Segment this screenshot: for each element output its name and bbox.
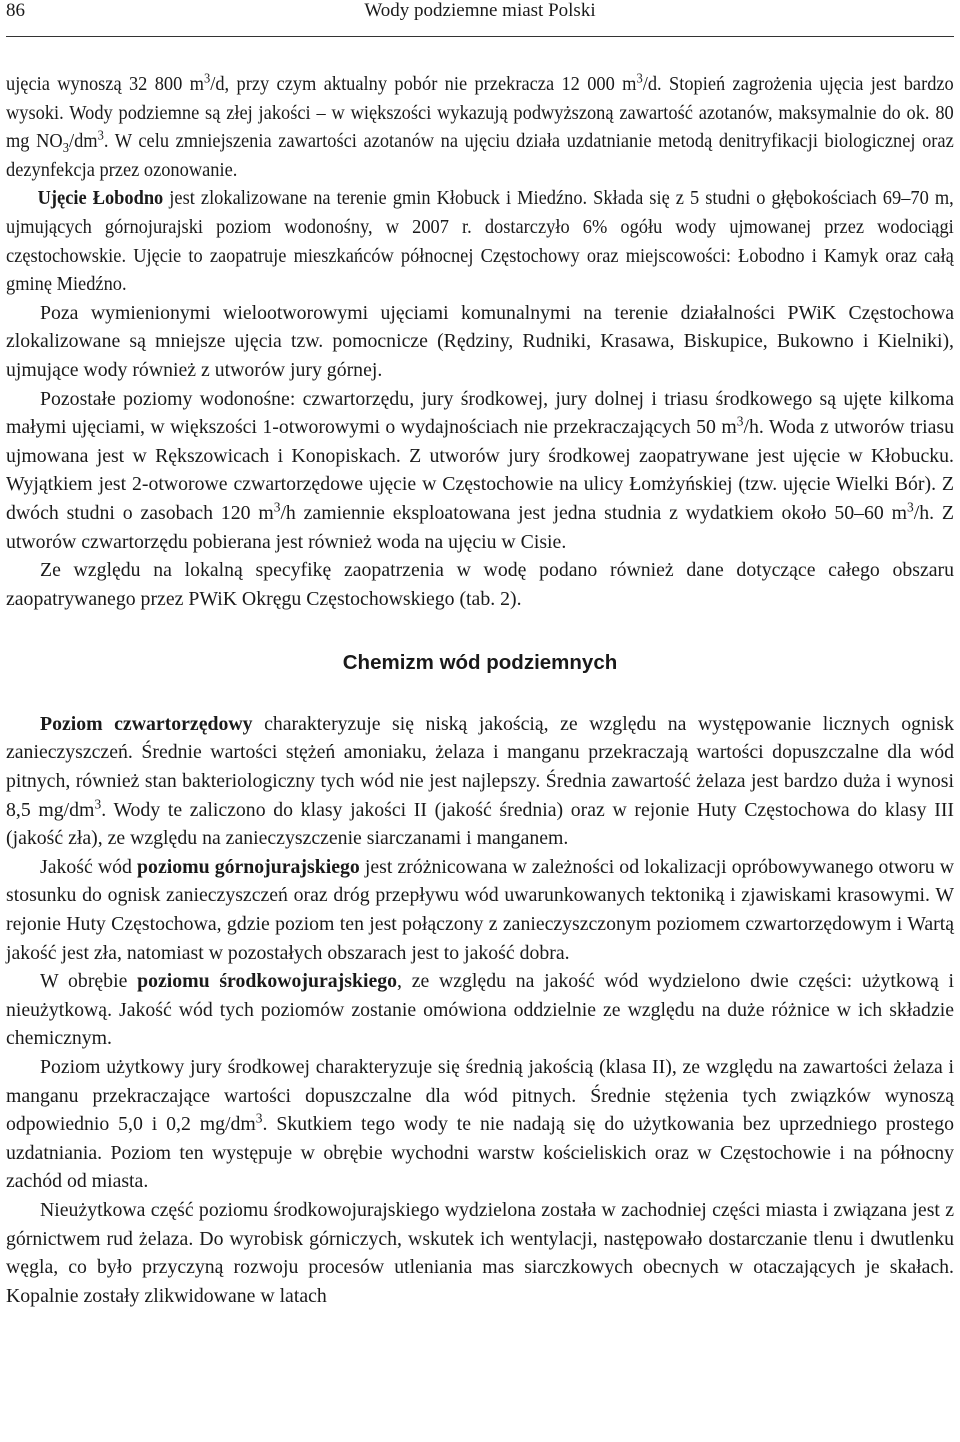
section-heading: Chemizm wód podziemnych [342, 651, 618, 675]
paragraph-czesc-nieuzytkowa: Nieużytkowa część poziomu środkowojurajskiego wydzielona została w zachodniej części miasta i związana jest z górnictwem rud żelaza. Do wyrobisk górniczych, wskutek ich wentylacji, następowało dostarczanie tlenu i dwutlenku węgla, co było przyczyną rozwoju procesów utleniania mas siarczkowych obecnych w otaczających je skałach. Kopalnie zostały zlikwidowane w latach [6, 1198, 954, 1307]
paragraph-ujecia-pomocnicze: Poza wymienionymi wielootworowymi ujęciami komunalnymi na terenie działalności PWiK Częstochowa zlokalizowane są mniejsze ujęcia tzw. pomocnicze (Rędziny, Rudniki, Krasawa, Biskupice, Bukowno i Kielniki), ujmujące wody również z utworów jury górnej. [6, 301, 954, 381]
term-poziom-gornojurajski: poziomu górnojurajskiego [137, 855, 360, 878]
term-ujecie-lobodno: Ujęcie Łobodno [37, 187, 164, 210]
paragraph-poziom-srodkowojurajski: W obrębie poziomu środkowojurajskiego, ze względu na jakość wód wydzielono dwie części: użytkową i nieużytkową. Jakość wód tych poziomów zostanie omówiona oddzielnie ze względu na duże różnice w ich składzie chemicznym. [6, 970, 954, 1050]
page-header [6, 0, 954, 34]
page-number: 86 [6, 0, 25, 21]
paragraph-ujecie-continuation: ujęcia wynoszą 32 800 $m^3/d$, przy czym aktualny pobór nie przekracza 12 000 $m^3/d$. Stopień zagrożenia ujęcia jest bardzo wysoki. Wody podziemne są złej jakości – w większości wykazują podwyższoną zawartość azotanów, maksymalnie do ok. 80 mg $NO_3/dm^3$. W celu zmniejszenia zawartości azotanów na ujęciu działa uzdatnianie metodą denitryfikacji biologicznej oraz dezynfekcja przez ozonowanie. [6, 70, 954, 181]
body-text [6, 70, 954, 1310]
paragraph-ujecie-lobodno: Ujęcie Łobodno jest zlokalizowane na terenie gmin Kłobuck i Miedźno. Składa się z 5 studni o głębokościach 69–70 m, ujmujących górnojurajski poziom wodonośny, w 2007 r. dostarczyło 6% ogółu wody ujmowanej przez wodociągi częstochowskie. Ujęcie to zaopatruje mieszkańców północnej Częstochowy oraz miejscowości: Łobodno i Kamyk oraz całą gminę Miedźno. [6, 187, 954, 296]
term-poziom-srodkowojurajski: poziomu środkowojurajskiego [137, 970, 398, 993]
term-poziom-czwartorzedowy: Poziom czwartorzędowy [40, 712, 253, 735]
paragraph-poziom-czwartorzedowy: Poziom czwartorzędowy charakteryzuje się niską jakością, ze względu na występowanie licznych ognisk zanieczyszczeń. Średnie wartości stężeń amoniaku, żelaza i manganu przekraczają wartości dopuszczalne dla wód pitnych, również stan bakteriologiczny tych wód nie jest najlepszy. Średnia zawartość żelaza jest bardzo duża i wynosi 8,5 $mg/dm^3$. Wody te zaliczono do klasy jakości II (jakość średnia) oraz w rejonie Huty Częstochowa do klasy III (jakość zła), ze względu na zanieczyszczenie siarczanami i manganem. [6, 712, 954, 850]
paragraph-poziom-uzytkowy: Poziom użytkowy jury środkowej charakteryzuje się średnią jakością (klasa II), ze względu na zawartości żelaza i manganu przekraczające wartości dopuszczalne dla wód pitnych. Średnie stężenia tych związków wynoszą odpowiednio 5,0 i 0,2 $mg/dm^3$. Skutkiem tego wody te nie nadają się do użytkowania bez uprzedniego prostego uzdatniania. Poziom ten występuje w obrębie wychodni warstw kościeliskich oraz w Częstochowie i na północny zachód od miasta. [6, 1056, 954, 1193]
header-rule [6, 36, 954, 37]
paragraph-poziom-gornojurajski: Jakość wód poziomu górnojurajskiego jest zróżnicowana w zależności od lokalizacji opróbowywanego otworu w stosunku do ognisk zanieczyszczeń oraz dróg przepływu wód uwarunkowanych tektoniką i zjawiskami krasowymi. W rejonie Huty Częstochowa, gdzie poziom ten jest połączony z zanieczyszczonym poziomem czwartorzędowym i Wartą jakość jest zła, natomiast w pozostałych obszarach jest to jakość dobra. [6, 855, 954, 964]
paragraph-pozostale-poziomy: Pozostałe poziomy wodonośne: czwartorzędu, jury środkowej, jury dolnej i triasu środkowego są ujęte kilkoma małymi ujęciami, w większości 1-otworowymi o wydajnościach nie przekraczających 50 $m^3/h$. Woda z utworów triasu ujmowana jest w Rększowicach i Konopiskach. Z utworów jury środkowej zaopatrywane jest ujęcie w Kłobucku. Wyjątkiem jest 2-otworowe czwartorzędowe ujęcie w Częstochowie na ulicy Łomżyńskiej (tzw. ujęcie Wielki Bór). Z dwóch studni o zasobach 120 $m^3/h$ zamiennie eksploatowana jest jedna studnia z wydatkiem około 50–60 $m^3/h$. Z utworów czwartorzędu pobierana jest również woda na ujęciu w Cisie. [6, 387, 954, 553]
running-title: Wody podziemne miast Polski [364, 0, 596, 21]
paragraph-specyfika-zaopatrzenia: Ze względu na lokalną specyfikę zaopatrzenia w wodę podano również dane dotyczące całego obszaru zaopatrywanego przez PWiK Okręgu Częstochowskiego (tab. 2). [6, 559, 954, 610]
